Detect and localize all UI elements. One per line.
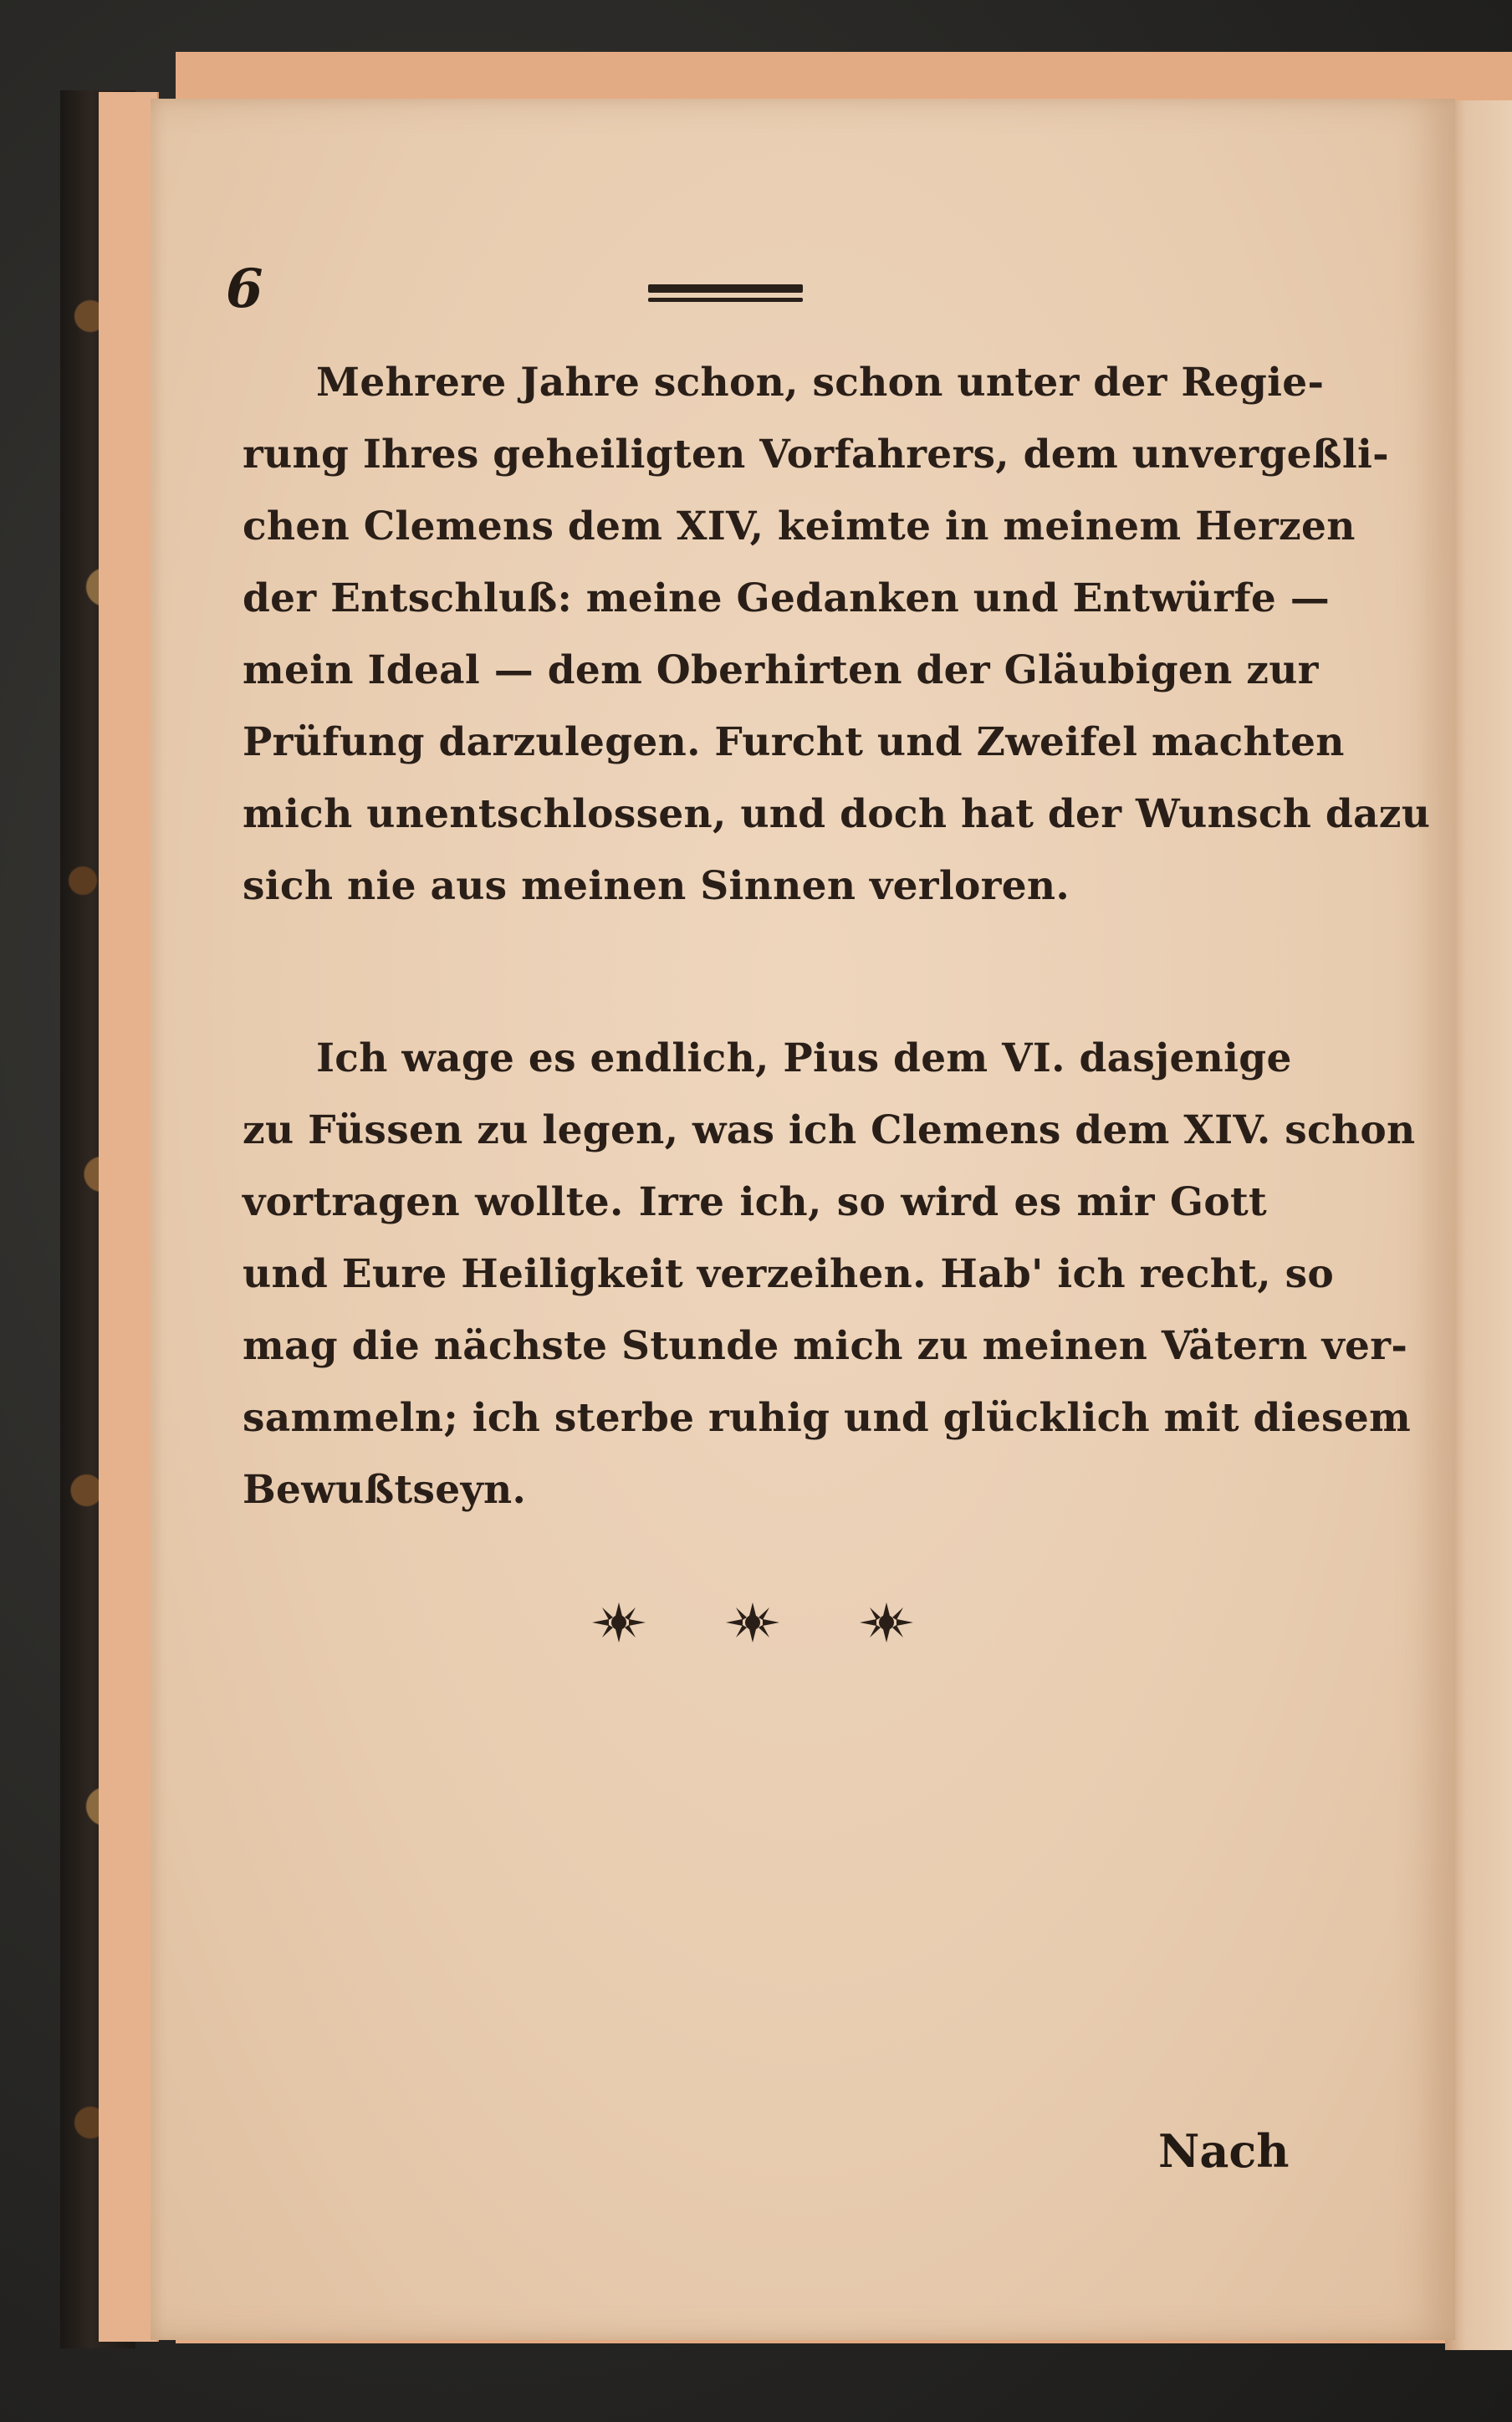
text-line: Prüfung darzulegen. Furcht und Zweifel machten [243,719,1345,765]
text-line: Ich wage es endlich, Pius dem VI. dasjenige [316,1035,1292,1081]
header-rule [648,284,803,309]
text-line: zu Füssen zu legen, was ich Clemens dem XIV. schon [243,1107,1416,1153]
fleuron-icon [585,1597,652,1648]
text-line: mich unentschlossen, und doch hat der Wunsch dazu [243,791,1431,837]
text-line: vortragen wollte. Irre ich, so wird es mir Gott [243,1179,1267,1225]
text-line: sammeln; ich sterbe ruhig und glücklich mit diesem [243,1395,1412,1441]
paragraph-1 [243,347,1431,922]
fleuron-icon [853,1597,920,1648]
fleuron-icon [719,1597,786,1648]
text-line: rung Ihres geheiligten Vorfahrers, dem unvergeßli- [243,432,1389,478]
text-line: chen Clemens dem XIV, keimte in meinem Herzen [243,503,1356,549]
paragraph-2 [243,1023,1416,1526]
body-text [243,347,1431,1526]
text-line: mag die nächste Stunde mich zu meinen Vätern ver- [243,1323,1408,1369]
text-line: der Entschluß: meine Gedanken und Entwürfe — [243,575,1331,621]
facing-page-edge [1445,100,1512,2350]
text-line: und Eure Heiligkeit verzeihen. Hab' ich recht, so [243,1251,1334,1297]
text-line: Bewußtseyn. [243,1467,527,1513]
catchword: Nach [1158,2124,1290,2178]
text-line: sich nie aus meinen Sinnen verloren. [243,863,1070,909]
text-line: Mehrere Jahre schon, schon unter der Regie- [316,360,1325,406]
page-number: 6 [226,258,263,320]
text-line: mein Ideal — dem Oberhirten der Gläubigen zur [243,647,1319,693]
ornament-row [585,1593,920,1652]
